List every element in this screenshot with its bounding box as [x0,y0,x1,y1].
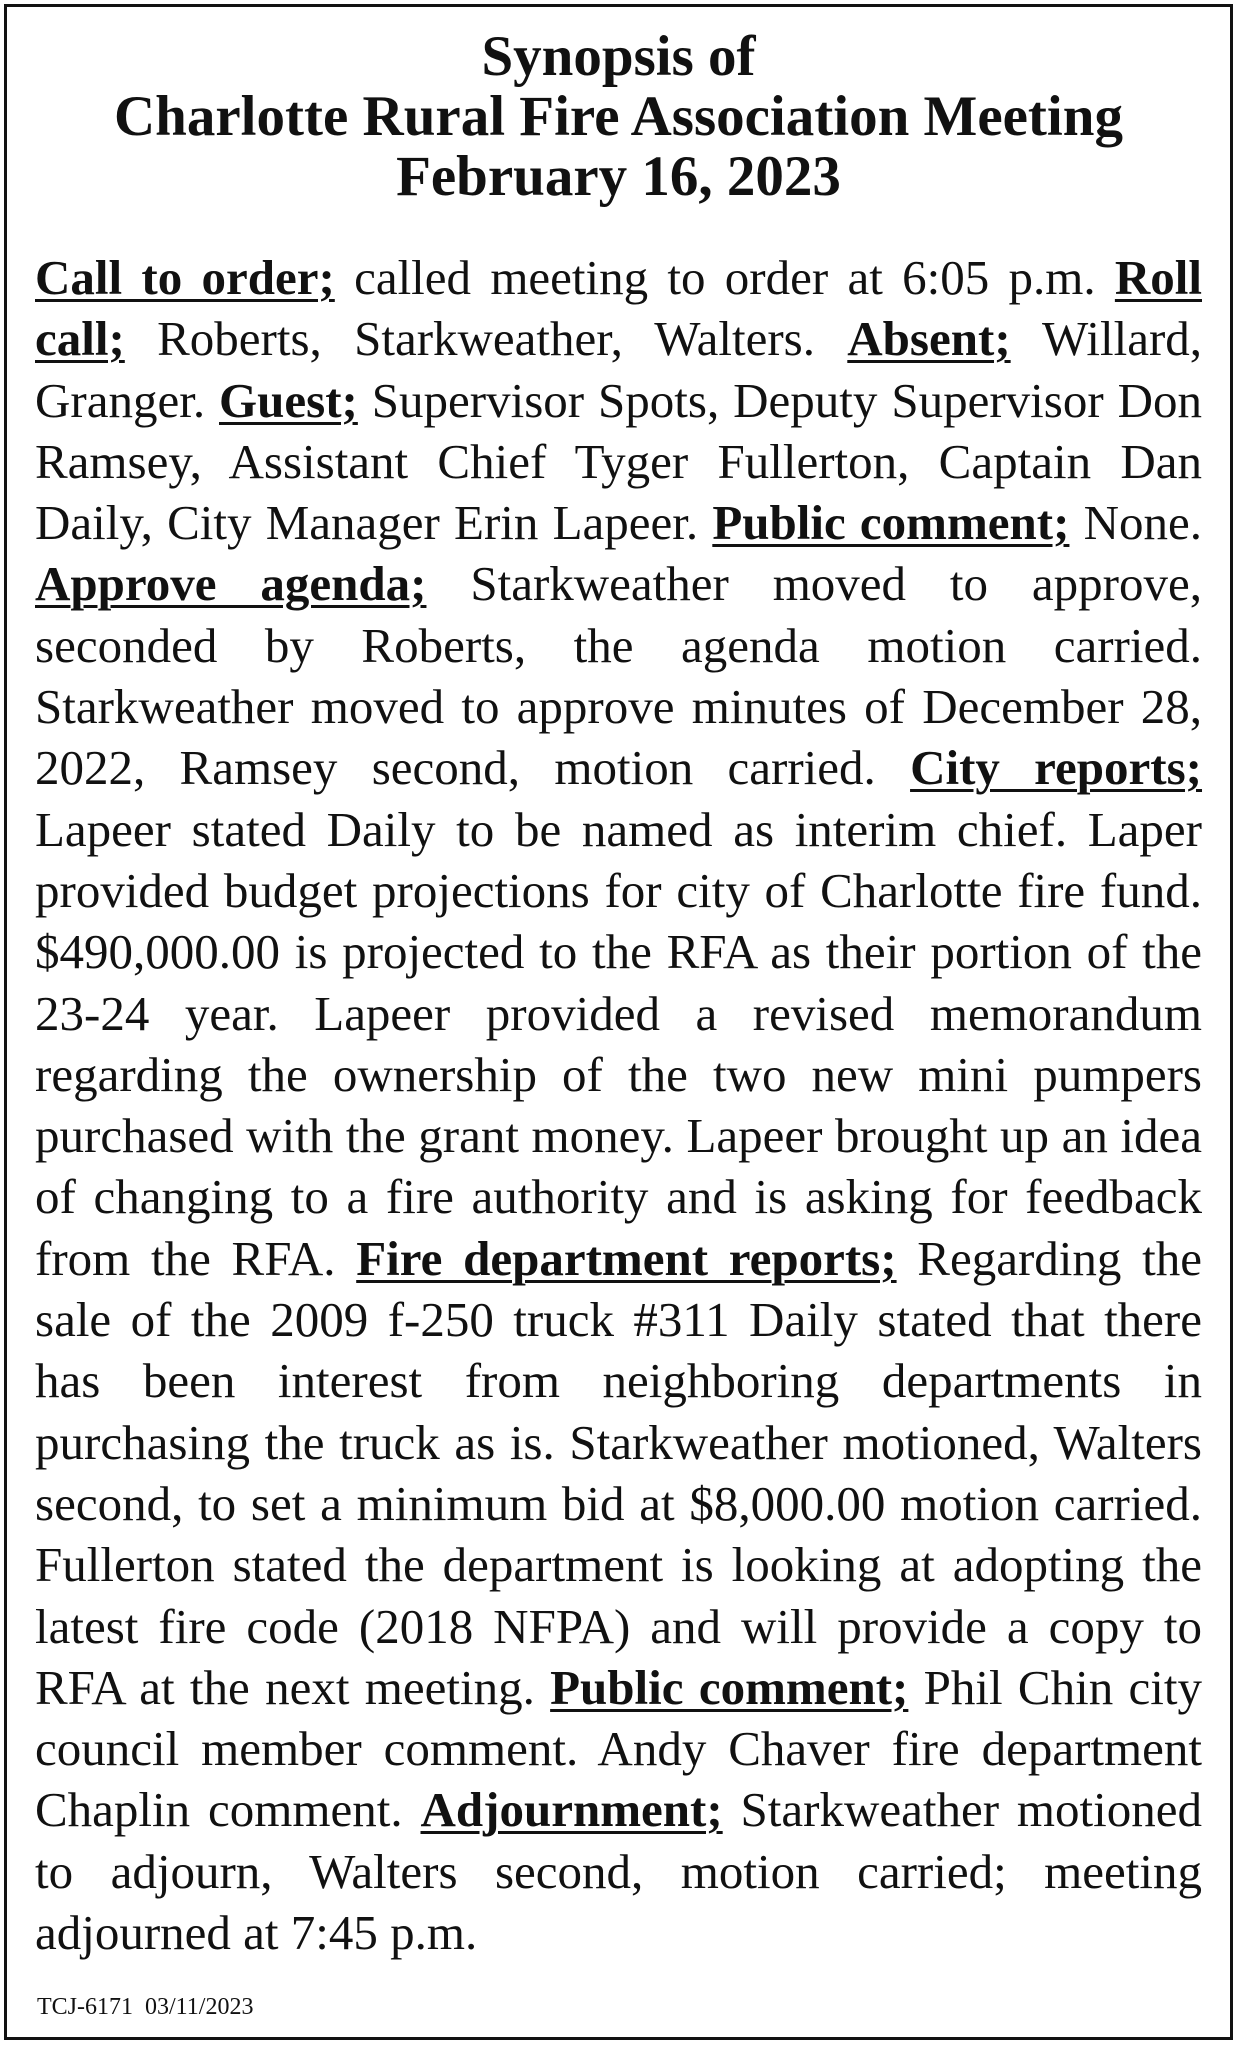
notice-title [7,27,1230,207]
section-heading-public-comment: Public comment; [712,495,1070,551]
title-line-2: Charlotte Rural Fire Association Meeting [114,85,1123,148]
section-heading-absent: Absent; [847,311,1011,367]
section-text-roll-call: Roberts, Starkweather, Walters. [124,311,848,367]
section-text-public-comment-2: Phil Chin city council member comment. Andy Chaver fire department Chaplin comment. [35,1659,1202,1838]
section-text-fire-department-reports: Regarding the sale of the 2009 f-250 truck #311 Daily stated that there has been interest from neighboring departments in purchasing the truck as is. Starkweather motioned, Walters second, to set a minimum bid at $8,000.00 motion carried. Fullerton stated the department is looking at adopting the latest fire code (2018 NFPA) and will provide a copy to RFA at the next meeting. [35,1230,1202,1715]
legal-notice [4,4,1233,2040]
section-heading-fire-department-reports: Fire department reports; [356,1230,897,1286]
section-text-guest: Supervisor Spots, Deputy Supervisor Don Ramsey, Assistant Chief Tyger Fullerton, Captain Dan Daily, City Manager Erin Lapeer. [35,372,1202,551]
section-heading-approve-agenda: Approve agenda; [35,556,427,612]
notice-footer-id: TCJ-6171 03/11/2023 [37,1994,254,2020]
section-text-absent: Willard, Granger. [35,311,1203,428]
title-line-1: Synopsis of [481,25,756,88]
section-text-city-reports: Lapeer stated Daily to be named as interim chief. Laper provided budget projections for city of Charlotte fire fund. $490,000.00 is projected to the RFA as their portion of the 23-24 year. Lapeer provided a revised memorandum regarding the ownership of the two new mini pumpers purchased with the grant money. Lapeer brought up an idea of changing to a fire authority and is asking for feedback from the RFA. [35,801,1202,1286]
section-heading-public-comment-2: Public comment; [550,1659,909,1715]
section-text-call-to-order: called meeting to order at 6:05 p.m. [334,250,1115,305]
section-text-adjournment: Starkweather motioned to adjourn, Walters second, motion carried; meeting adjourned at 7:45 p.m. [35,1782,1202,1961]
title-line-3: February 16, 2023 [396,145,841,208]
section-text-public-comment: None. [1069,495,1203,551]
section-heading-call-to-order: Call to order; [35,250,335,305]
section-heading-guest: Guest; [219,372,358,428]
section-text-approve-agenda: Starkweather moved to approve, seconded by Roberts, the agenda motion carried. Starkweather moved to approve minutes of December 28, 2022, Ramsey second, motion carried. [35,556,1202,796]
notice-body [35,247,1202,1963]
section-heading-roll-call: Roll call; [35,250,1202,367]
section-heading-city-reports: City reports; [910,740,1203,796]
section-heading-adjournment: Adjournment; [420,1782,723,1838]
